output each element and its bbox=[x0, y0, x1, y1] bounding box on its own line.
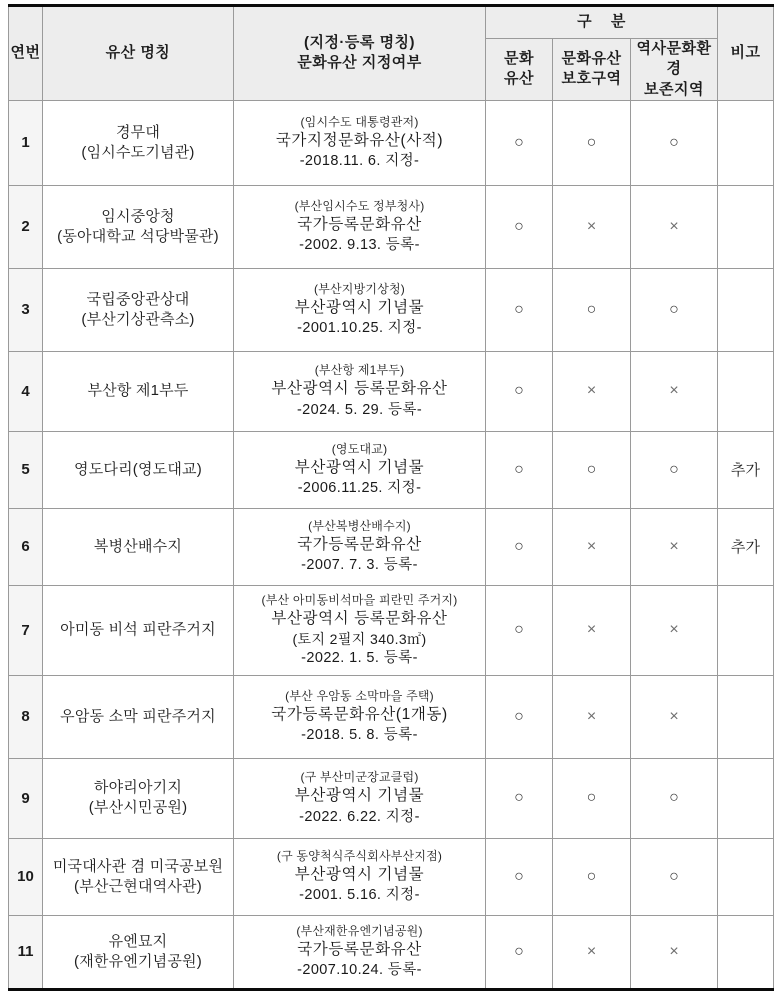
mark-cultural-heritage: ○ bbox=[486, 915, 553, 989]
heritage-name-cell bbox=[43, 431, 234, 508]
remark-cell bbox=[718, 675, 774, 758]
table-row bbox=[9, 758, 774, 838]
row-number: 9 bbox=[9, 758, 43, 838]
mark-preservation-area: × bbox=[631, 351, 718, 431]
designation-type: 국가등록문화유산(1개동) bbox=[271, 705, 448, 723]
designation-date: -2024. 5. 29. 등록- bbox=[296, 401, 423, 418]
heritage-name-line: 경무대 bbox=[115, 123, 161, 141]
row-number: 7 bbox=[9, 585, 43, 675]
heritage-name-cell bbox=[43, 675, 234, 758]
designation-cell bbox=[234, 838, 486, 915]
heritage-name-line: (재한유엔기념공원) bbox=[74, 952, 202, 970]
remark-cell bbox=[718, 351, 774, 431]
mark-preservation-area: ○ bbox=[631, 838, 718, 915]
designation-type: 부산광역시 기념물 bbox=[294, 787, 425, 805]
row-number: 2 bbox=[9, 185, 43, 268]
heritage-name-cell bbox=[43, 268, 234, 351]
mark-cultural-heritage: ○ bbox=[486, 185, 553, 268]
designation-type: 부산광역시 등록문화유산 bbox=[271, 609, 448, 627]
header-category-group: 구 분 bbox=[486, 6, 718, 39]
designation-registered-name: (부산복병산배수지) bbox=[308, 518, 411, 533]
designation-date: -2018.11. 6. 지정- bbox=[299, 153, 420, 170]
heritage-name-line: 국립중앙관상대 bbox=[86, 290, 190, 308]
heritage-name-cell bbox=[43, 508, 234, 585]
designation-registered-name: (부산 아미동비석마을 피란민 주거지) bbox=[261, 592, 458, 607]
row-number: 3 bbox=[9, 268, 43, 351]
remark-cell: 추가 bbox=[718, 431, 774, 508]
row-number: 8 bbox=[9, 675, 43, 758]
mark-protection-zone: × bbox=[553, 185, 631, 268]
header-protection-zone-line2: 보호구역 bbox=[561, 70, 622, 88]
heritage-name-line: (부산기상관측소) bbox=[81, 310, 195, 328]
header-remarks: 비고 bbox=[718, 6, 774, 101]
mark-preservation-area: × bbox=[631, 585, 718, 675]
remark-cell bbox=[718, 915, 774, 989]
header-designation bbox=[234, 6, 486, 101]
mark-cultural-heritage: ○ bbox=[486, 268, 553, 351]
heritage-name-line: (부산시민공원) bbox=[88, 799, 188, 817]
table-row bbox=[9, 838, 774, 915]
designation-cell bbox=[234, 268, 486, 351]
mark-cultural-heritage: ○ bbox=[486, 351, 553, 431]
mark-protection-zone: ○ bbox=[553, 431, 631, 508]
designation-date: -2022. 6.22. 지정- bbox=[299, 808, 420, 825]
header-cultural-heritage bbox=[486, 39, 553, 101]
table-row bbox=[9, 915, 774, 989]
header-cultural-heritage-line1: 문화 bbox=[504, 50, 534, 68]
designation-date: -2006.11.25. 지정- bbox=[297, 480, 422, 497]
table-header bbox=[9, 6, 774, 101]
mark-preservation-area: ○ bbox=[631, 431, 718, 508]
table-row bbox=[9, 508, 774, 585]
mark-cultural-heritage: ○ bbox=[486, 838, 553, 915]
designation-cell bbox=[234, 508, 486, 585]
designation-registered-name: (구 동양척식주식회사부산지점) bbox=[276, 848, 443, 863]
designation-cell bbox=[234, 431, 486, 508]
mark-protection-zone: × bbox=[553, 915, 631, 989]
designation-type: 국가등록문화유산 bbox=[297, 940, 422, 958]
table-row bbox=[9, 268, 774, 351]
header-preservation-area-line2: 보존지역 bbox=[644, 80, 704, 98]
header-designation-line1: (지정·등록 명칭) bbox=[303, 34, 416, 52]
table-body bbox=[9, 100, 774, 989]
mark-preservation-area: ○ bbox=[631, 100, 718, 185]
heritage-name-cell bbox=[43, 838, 234, 915]
designation-registered-name: (부산지방기상청) bbox=[314, 281, 405, 296]
heritage-name-line: 복병산배수지 bbox=[93, 537, 183, 555]
mark-protection-zone: ○ bbox=[553, 838, 631, 915]
remark-cell bbox=[718, 838, 774, 915]
table-row bbox=[9, 351, 774, 431]
mark-protection-zone: ○ bbox=[553, 100, 631, 185]
table-row bbox=[9, 100, 774, 185]
designation-type: 국가등록문화유산 bbox=[297, 535, 422, 553]
mark-protection-zone: × bbox=[553, 351, 631, 431]
designation-cell bbox=[234, 758, 486, 838]
heritage-name-line: 미국대사관 겸 미국공보원 bbox=[52, 857, 224, 875]
table-row bbox=[9, 675, 774, 758]
mark-cultural-heritage: ○ bbox=[486, 100, 553, 185]
designation-date: -2002. 9.13. 등록- bbox=[299, 237, 420, 254]
mark-preservation-area: × bbox=[631, 185, 718, 268]
row-number: 10 bbox=[9, 838, 43, 915]
mark-cultural-heritage: ○ bbox=[486, 431, 553, 508]
heritage-name-line: 아미동 비석 피란주거지 bbox=[60, 621, 216, 639]
remark-cell bbox=[718, 758, 774, 838]
heritage-table bbox=[8, 4, 774, 991]
heritage-name-cell bbox=[43, 585, 234, 675]
designation-type: 부산광역시 기념물 bbox=[294, 865, 425, 883]
row-number: 4 bbox=[9, 351, 43, 431]
designation-registered-name: (임시수도 대통령관저) bbox=[300, 114, 419, 129]
designation-registered-name: (구 부산미군장교클럽) bbox=[300, 770, 419, 785]
designation-date: -2001. 5.16. 지정- bbox=[299, 887, 420, 904]
header-designation-line2: 문화유산 지정여부 bbox=[297, 54, 422, 72]
heritage-name-line: 부산항 제1부두 bbox=[87, 382, 189, 400]
designation-type: 부산광역시 기념물 bbox=[294, 458, 425, 476]
heritage-name-line: (임시수도기념관) bbox=[81, 143, 195, 161]
heritage-name-line: 우암동 소막 피란주거지 bbox=[60, 707, 216, 725]
heritage-name-cell bbox=[43, 758, 234, 838]
designation-cell bbox=[234, 915, 486, 989]
mark-cultural-heritage: ○ bbox=[486, 758, 553, 838]
remark-cell bbox=[718, 185, 774, 268]
designation-extra: (토지 2필지 340.3㎡) bbox=[292, 630, 427, 647]
designation-type: 부산광역시 등록문화유산 bbox=[271, 380, 448, 398]
heritage-name-line: 영도다리(영도대교) bbox=[74, 460, 202, 478]
designation-type: 국가등록문화유산 bbox=[297, 215, 422, 233]
designation-date: -2001.10.25. 지정- bbox=[297, 320, 422, 337]
header-protection-zone bbox=[553, 39, 631, 101]
designation-cell bbox=[234, 585, 486, 675]
mark-cultural-heritage: ○ bbox=[486, 675, 553, 758]
designation-cell bbox=[234, 100, 486, 185]
designation-date: -2007.10.24. 등록- bbox=[297, 962, 422, 979]
mark-protection-zone: ○ bbox=[553, 268, 631, 351]
header-protection-zone-line1: 문화유산 bbox=[561, 50, 622, 68]
mark-protection-zone: ○ bbox=[553, 758, 631, 838]
mark-cultural-heritage: ○ bbox=[486, 585, 553, 675]
mark-cultural-heritage: ○ bbox=[486, 508, 553, 585]
designation-type: 부산광역시 기념물 bbox=[294, 298, 425, 316]
remark-cell bbox=[718, 585, 774, 675]
mark-preservation-area: × bbox=[631, 508, 718, 585]
designation-registered-name: (부산항 제1부두) bbox=[314, 363, 405, 378]
heritage-name-line: 임시중앙청 bbox=[101, 207, 175, 225]
header-preservation-area bbox=[631, 39, 718, 101]
designation-cell bbox=[234, 675, 486, 758]
header-preservation-area-line1: 역사문화환경 bbox=[636, 40, 712, 78]
designation-date: -2022. 1. 5. 등록- bbox=[301, 650, 418, 667]
heritage-name-cell bbox=[43, 185, 234, 268]
mark-preservation-area: × bbox=[631, 675, 718, 758]
remark-cell bbox=[718, 268, 774, 351]
table-row bbox=[9, 585, 774, 675]
row-number: 1 bbox=[9, 100, 43, 185]
mark-protection-zone: × bbox=[553, 585, 631, 675]
mark-preservation-area: ○ bbox=[631, 268, 718, 351]
designation-registered-name: (부산 우암동 소막마을 주택) bbox=[285, 688, 434, 703]
mark-protection-zone: × bbox=[553, 508, 631, 585]
row-number: 6 bbox=[9, 508, 43, 585]
row-number: 5 bbox=[9, 431, 43, 508]
heritage-name-line: (부산근현대역사관) bbox=[74, 877, 202, 895]
designation-type: 국가지정문화유산(사적) bbox=[275, 131, 444, 149]
header-cultural-heritage-line2: 유산 bbox=[504, 70, 534, 88]
heritage-name-line: 유엔묘지 bbox=[108, 932, 168, 950]
table-row bbox=[9, 431, 774, 508]
heritage-name-cell bbox=[43, 351, 234, 431]
header-heritage-name: 유산 명칭 bbox=[43, 6, 234, 101]
heritage-name-cell bbox=[43, 100, 234, 185]
heritage-name-line: 하야리아기지 bbox=[93, 779, 183, 796]
row-number: 11 bbox=[9, 915, 43, 989]
remark-cell bbox=[718, 100, 774, 185]
designation-cell bbox=[234, 351, 486, 431]
heritage-name-line: (동아대학교 석당박물관) bbox=[57, 227, 219, 245]
designation-date: -2018. 5. 8. 등록- bbox=[301, 727, 418, 744]
mark-preservation-area: ○ bbox=[631, 758, 718, 838]
designation-date: -2007. 7. 3. 등록- bbox=[301, 557, 418, 574]
header-no: 연번 bbox=[9, 6, 43, 101]
designation-registered-name: (부산임시수도 정부청사) bbox=[294, 198, 425, 213]
mark-protection-zone: × bbox=[553, 675, 631, 758]
mark-preservation-area: × bbox=[631, 915, 718, 989]
designation-registered-name: (부산재한유엔기념공원) bbox=[296, 923, 423, 938]
remark-cell: 추가 bbox=[718, 508, 774, 585]
designation-registered-name: (영도대교) bbox=[331, 441, 388, 456]
table-row bbox=[9, 185, 774, 268]
heritage-name-cell bbox=[43, 915, 234, 989]
designation-cell bbox=[234, 185, 486, 268]
